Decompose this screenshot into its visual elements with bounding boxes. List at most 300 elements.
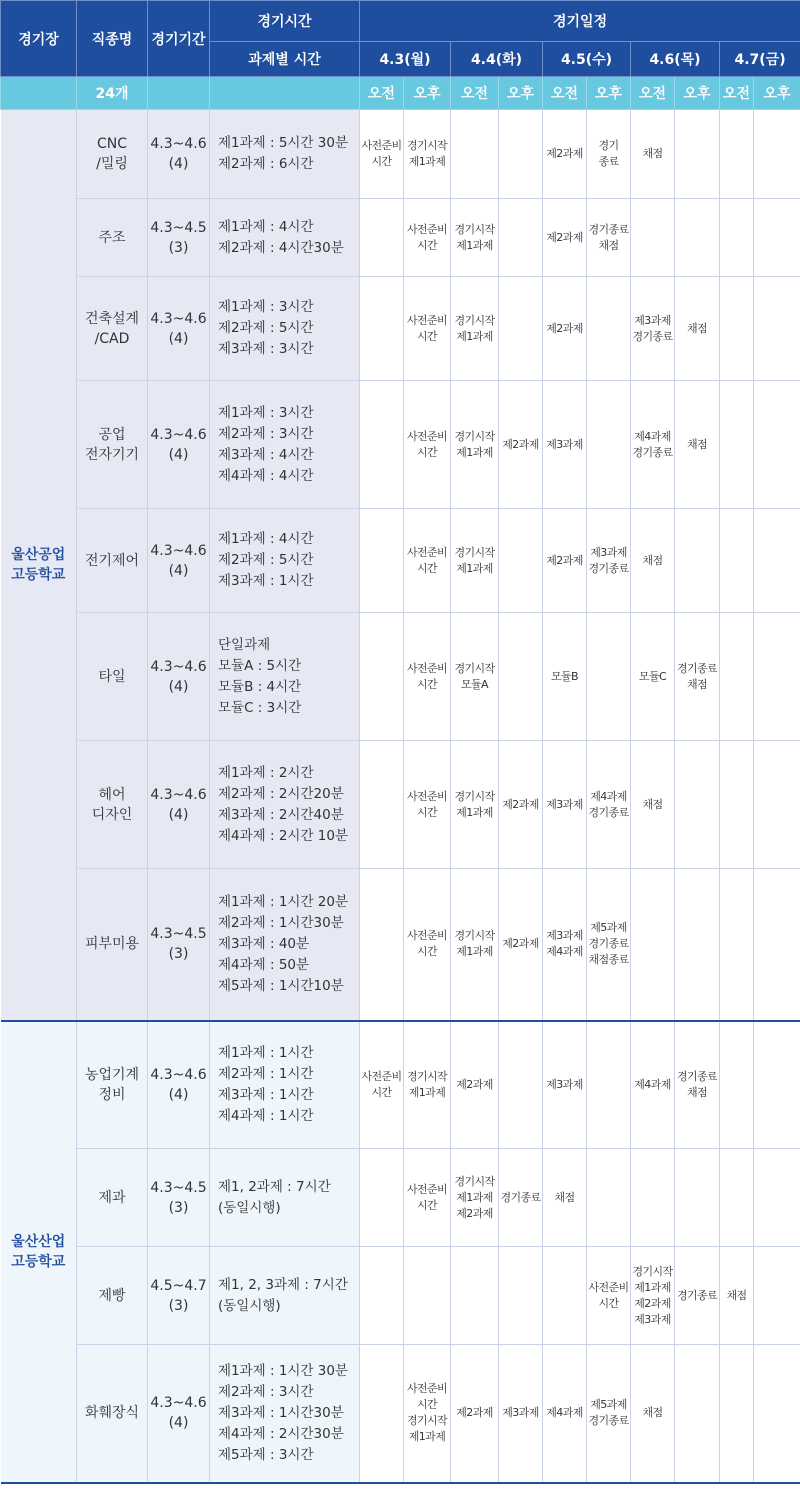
schedule-cell [720, 509, 754, 613]
schedule-cell [499, 1021, 543, 1149]
job-name-line: 헤어 [98, 786, 126, 803]
schedule-cell [543, 110, 587, 199]
venue-cell [1, 1021, 77, 1483]
period-cell-line: (4) [168, 806, 189, 823]
schedule-line: 채점 [642, 147, 663, 160]
schedule-line: 시간 [416, 445, 438, 459]
schedule-line: 채점 [642, 797, 663, 811]
schedule-line: 제4과제 [546, 945, 583, 959]
schedule-line: 제3과제 [634, 1312, 671, 1326]
period-cell [148, 869, 210, 1021]
schedule-cell [451, 381, 499, 509]
job-name [77, 199, 148, 277]
header-period: 경기기간 [148, 1, 210, 77]
task-time-cell-line: 제3과제 : 4시간 [218, 446, 314, 463]
header-day-3: 4.5(수) [543, 42, 631, 77]
task-time-cell-line: 제3과제 : 1시간 [218, 1086, 314, 1103]
am-label: 오전 [451, 77, 499, 110]
schedule-line: 종료 [598, 155, 619, 168]
table-row [1, 1247, 800, 1345]
task-time-cell-line: 제1, 2, 3과제 : 7시간 [218, 1276, 348, 1293]
table-row [1, 741, 800, 869]
schedule-cell [587, 381, 631, 509]
schedule-line: 제1과제 [408, 1085, 446, 1099]
task-time-cell-line: (동일시행) [218, 1297, 281, 1314]
schedule-cell [631, 277, 675, 381]
schedule-line: 제4과제 [546, 1406, 583, 1420]
schedule-line: 사전준비 [406, 1182, 448, 1196]
schedule-cell [360, 199, 404, 277]
task-time-cell-line: 제2과제 : 3시간 [218, 1383, 314, 1400]
header-time: 경기시간 [210, 1, 360, 42]
job-name [77, 509, 148, 613]
schedule-line: 모듈B [551, 669, 578, 683]
schedule-line: 채점 [726, 1288, 747, 1302]
schedule-line: 제3과제 [546, 1077, 583, 1091]
table-row [1, 509, 800, 613]
period-cell [148, 381, 210, 509]
task-time-cell-line: 제2과제 : 1시간30분 [218, 914, 344, 931]
schedule-line: 제2과제 [546, 230, 583, 244]
schedule-line: 모듈C [638, 669, 667, 683]
task-time-cell-line: 제4과제 : 4시간 [218, 467, 314, 484]
schedule-cell [404, 199, 451, 277]
schedule-cell [720, 110, 754, 199]
schedule-cell [543, 381, 587, 509]
job-name-line: 디자인 [91, 806, 133, 823]
schedule-line: 제2과제 [546, 321, 583, 335]
task-time-cell-line: 제4과제 : 1시간 [218, 1107, 314, 1124]
header-day-2: 4.4(화) [451, 42, 543, 77]
schedule-cell [499, 1247, 543, 1345]
schedule-line: 경기 [598, 139, 619, 152]
period-cell-line: 4.3~4.5 [150, 1179, 207, 1196]
table-row [1, 1345, 800, 1483]
schedule-cell [587, 1345, 631, 1483]
schedule-cell [404, 509, 451, 613]
schedule-cell [499, 1345, 543, 1483]
header-task-time: 과제별 시간 [210, 42, 360, 77]
schedule-cell [499, 1149, 543, 1247]
schedule-line: 제1과제 [456, 238, 493, 252]
period-cell-line: (3) [168, 1199, 189, 1216]
task-time-cell-line: 제2과제 : 2시간20분 [218, 785, 344, 802]
job-name-line: /밀링 [96, 156, 128, 172]
pm-label: 오후 [587, 77, 631, 110]
schedule-line: 시간 [416, 805, 438, 819]
schedule-cell [631, 1247, 675, 1345]
table-row [1, 381, 800, 509]
schedule-cell [587, 741, 631, 869]
schedule-cell [451, 277, 499, 381]
schedule-cell [499, 381, 543, 509]
schedule-cell [587, 869, 631, 1021]
schedule-line: 제2과제 [546, 553, 583, 567]
task-time-cell [210, 1345, 360, 1483]
schedule-line: 모듈A [461, 677, 488, 691]
task-time-cell-line: 제1과제 : 1시간 30분 [218, 1362, 349, 1379]
schedule-cell [404, 1345, 451, 1483]
schedule-line: 경기시작 [454, 429, 495, 443]
task-time-cell-line: 제1과제 : 1시간 [218, 1044, 314, 1061]
schedule-line: 시간 [416, 1198, 438, 1212]
schedule-line: 사전준비 [406, 313, 448, 327]
job-name [77, 1021, 148, 1149]
schedule-cell [631, 1345, 675, 1483]
task-time-cell-line: 제4과제 : 50분 [218, 956, 310, 973]
am-label: 오전 [543, 77, 587, 110]
table-row [1, 199, 800, 277]
period-cell-line: 4.5~4.7 [150, 1277, 207, 1294]
task-time-cell-line: 제1과제 : 4시간 [218, 531, 314, 547]
schedule-line: 채점 [686, 321, 708, 335]
header-venue: 경기장 [1, 1, 77, 77]
period-cell-line: 4.3~4.6 [150, 658, 207, 675]
schedule-line: 제2과제 [546, 147, 583, 160]
job-name-line: 제과 [98, 1189, 126, 1206]
period-cell [148, 1247, 210, 1345]
schedule-cell [499, 613, 543, 741]
period-cell-line: 4.3~4.5 [150, 219, 207, 236]
task-time-cell-line: 제1과제 : 4시간 [218, 218, 314, 235]
period-cell-line: (4) [168, 446, 189, 463]
schedule-cell [543, 1021, 587, 1149]
schedule-line: 채점 [598, 238, 619, 252]
schedule-cell [631, 741, 675, 869]
task-time-cell-line: 제5과제 : 1시간10분 [218, 977, 344, 994]
job-name-line: 정비 [98, 1086, 126, 1103]
schedule-cell [404, 110, 451, 199]
job-name-line: 건축설계 [84, 310, 140, 327]
period-cell-line: (3) [168, 946, 189, 963]
schedule-cell [543, 1149, 587, 1247]
schedule-line: 제1과제 [456, 445, 493, 459]
schedule-cell [451, 509, 499, 613]
pm-label: 오후 [404, 77, 451, 110]
schedule-cell [754, 509, 800, 613]
schedule-line: 시간 [416, 238, 438, 252]
schedule-cell [754, 199, 800, 277]
schedule-cell [543, 1345, 587, 1483]
table-row [1, 110, 800, 199]
job-name [77, 277, 148, 381]
job-name-line: 전자기기 [84, 446, 140, 463]
schedule-cell [720, 741, 754, 869]
task-time-cell [210, 1149, 360, 1247]
schedule-line: 경기종료 [676, 1069, 718, 1083]
table-row [1, 613, 800, 741]
schedule-cell [360, 869, 404, 1021]
subheader-blank [210, 77, 360, 110]
schedule-line: 경기종료 [500, 1190, 541, 1204]
schedule-line: 사전준비 [406, 429, 448, 443]
schedule-line: 경기시작 [454, 1174, 495, 1188]
task-time-cell-line: 제3과제 : 3시간 [218, 341, 314, 357]
period-cell-line: (3) [168, 1297, 189, 1314]
period-cell [148, 741, 210, 869]
schedule-cell [754, 381, 800, 509]
schedule-cell [675, 199, 720, 277]
table-row [1, 277, 800, 381]
period-cell-line: (4) [168, 1415, 189, 1432]
schedule-cell [631, 613, 675, 741]
schedule-cell [720, 1149, 754, 1247]
schedule-line: 제3과제 [546, 797, 583, 811]
schedule-cell [360, 741, 404, 869]
task-time-cell-line: 모듈A : 5시간 [218, 657, 302, 674]
schedule-line: 제2과제 [502, 797, 539, 811]
schedule-line: 경기시작 [454, 661, 495, 675]
schedule-line: 제4과제 [590, 789, 627, 803]
schedule-cell [543, 277, 587, 381]
period-cell [148, 1021, 210, 1149]
schedule-cell [451, 1149, 499, 1247]
schedule-cell [404, 1149, 451, 1247]
schedule-cell [754, 277, 800, 381]
period-cell-line: (4) [168, 330, 189, 347]
pm-label: 오후 [675, 77, 720, 110]
task-time-cell [210, 1247, 360, 1345]
job-name-line: 피부미용 [84, 936, 140, 953]
schedule-line: 시간 [416, 329, 438, 343]
task-time-cell-line: 제5과제 : 3시간 [218, 1446, 314, 1463]
schedule-line: 제2과제 [502, 437, 539, 451]
table-row [1, 1021, 800, 1149]
schedule-line: 제3과제 [546, 437, 583, 451]
header-job: 직종명 [77, 1, 148, 77]
schedule-cell [543, 1247, 587, 1345]
task-time-cell-line: 제2과제 : 4시간30분 [218, 239, 344, 256]
schedule-line: 제5과제 [590, 1398, 627, 1412]
schedule-line: 경기시작 [454, 929, 495, 943]
schedule-cell [360, 277, 404, 381]
schedule-cell [754, 869, 800, 1021]
job-name [77, 1149, 148, 1247]
schedule-cell [404, 741, 451, 869]
table-row [1, 869, 800, 1021]
schedule-cell [404, 869, 451, 1021]
schedule-cell [360, 613, 404, 741]
task-time-cell-line: 제1과제 : 1시간 20분 [218, 893, 349, 910]
schedule-cell [360, 1021, 404, 1149]
schedule-line: 제1과제 [456, 945, 493, 959]
header-day-4: 4.6(목) [631, 42, 720, 77]
period-cell-line: 4.3~4.6 [150, 426, 207, 443]
schedule-cell [360, 509, 404, 613]
schedule-cell [720, 277, 754, 381]
period-cell-line: (4) [168, 1086, 189, 1103]
schedule-cell [451, 741, 499, 869]
schedule-line: 경기시작 [454, 222, 495, 236]
schedule-line: 경기시작 [454, 789, 495, 803]
job-name [77, 110, 148, 199]
schedule-cell [675, 613, 720, 741]
task-time-cell-line: 제2과제 : 3시간 [218, 425, 314, 442]
schedule-line: 사전준비 [406, 661, 448, 675]
schedule-line: 사전준비 [406, 1382, 448, 1396]
period-cell-line: (4) [168, 156, 189, 172]
schedule-line: 경기시작 [632, 1264, 673, 1278]
task-time-cell-line: 모듈C : 3시간 [218, 699, 302, 716]
schedule-cell [587, 1247, 631, 1345]
schedule-line: 사전준비 [361, 1069, 402, 1083]
schedule-cell [754, 110, 800, 199]
schedule-cell [587, 1149, 631, 1247]
schedule-cell [675, 1149, 720, 1247]
am-label: 오전 [360, 77, 404, 110]
schedule-cell [587, 1021, 631, 1149]
schedule-line: 경기시작 [406, 139, 448, 152]
schedule-line: 제3과제 [590, 545, 627, 559]
schedule-cell [675, 741, 720, 869]
job-name [77, 1345, 148, 1483]
job-name [77, 1247, 148, 1345]
schedule-line: 시간 [416, 945, 438, 959]
schedule-cell [404, 381, 451, 509]
schedule-line: 경기종료 [588, 222, 629, 236]
task-time-cell-line: 제3과제 : 40분 [218, 935, 310, 952]
schedule-cell [499, 741, 543, 869]
period-cell [148, 509, 210, 613]
period-cell-line: (4) [168, 678, 189, 695]
schedule-cell [720, 613, 754, 741]
job-name-line: 화훼장식 [84, 1405, 140, 1422]
schedule-cell [499, 110, 543, 199]
job-name-line: 전기제어 [84, 552, 140, 569]
schedule-line: 제1과제 [408, 1430, 446, 1444]
task-time-cell [210, 1021, 360, 1149]
task-time-cell [210, 869, 360, 1021]
task-time-cell-line: 제1과제 : 3시간 [218, 299, 314, 315]
period-cell [148, 1345, 210, 1483]
pm-label: 오후 [754, 77, 800, 110]
schedule-line: 사전준비 [588, 1280, 629, 1294]
schedule-cell [675, 277, 720, 381]
schedule-cell [587, 277, 631, 381]
schedule-cell [404, 613, 451, 741]
task-time-cell-line: 제1과제 : 2시간 [218, 764, 314, 781]
period-cell-line: 4.3~4.6 [150, 1066, 207, 1083]
schedule-line: 제2과제 [502, 937, 539, 951]
task-time-cell-line: 모듈B : 4시간 [218, 678, 302, 695]
period-cell-line: 4.3~4.6 [150, 310, 207, 327]
schedule-line: 경기종료 [588, 937, 629, 951]
venue-cell [1, 110, 77, 1021]
schedule-cell [631, 1021, 675, 1149]
period-cell [148, 613, 210, 741]
schedule-cell [587, 199, 631, 277]
job-name [77, 869, 148, 1021]
schedule-line: 제1과제 [408, 155, 446, 168]
task-time-cell-line: 제2과제 : 5시간 [218, 552, 314, 568]
task-time-cell-line: 단일과제 [218, 636, 271, 653]
task-time-cell [210, 110, 360, 199]
schedule-cell [543, 869, 587, 1021]
schedule-line: 제2과제 [634, 1296, 671, 1310]
task-time-cell-line: 제1과제 : 5시간 30분 [218, 135, 349, 151]
schedule-cell [360, 110, 404, 199]
task-time-cell [210, 509, 360, 613]
schedule-cell [675, 110, 720, 199]
schedule-line: 채점 [642, 1406, 663, 1420]
schedule-line: 경기종료 [588, 561, 629, 575]
schedule-cell [451, 1021, 499, 1149]
schedule-cell [720, 1247, 754, 1345]
schedule-line: 제3과제 [546, 929, 583, 943]
am-label: 오전 [720, 77, 754, 110]
period-cell-line: 4.3~4.6 [150, 542, 207, 559]
period-cell-line: 4.3~4.5 [150, 926, 207, 943]
schedule-cell [543, 741, 587, 869]
schedule-line: 채점 [686, 677, 708, 691]
schedule-cell [451, 613, 499, 741]
schedule-cell [675, 1247, 720, 1345]
task-time-cell-line: 제3과제 : 2시간40분 [218, 806, 344, 823]
schedule-cell [404, 1247, 451, 1345]
schedule-line: 제2과제 [456, 1406, 493, 1420]
job-name [77, 741, 148, 869]
schedule-line: 경기시작 [454, 545, 495, 559]
task-time-cell-line: 제4과제 : 2시간 10분 [218, 827, 349, 844]
schedule-cell [754, 1021, 800, 1149]
job-name-line: 제빵 [98, 1287, 126, 1304]
schedule-line: 시간 [416, 1398, 438, 1412]
schedule-line: 경기시작 [406, 1069, 448, 1083]
schedule-line: 채점종료 [588, 953, 629, 967]
task-time-cell-line: 제2과제 : 5시간 [218, 320, 314, 336]
schedule-line: 경기시작 [454, 313, 495, 327]
schedule-cell [631, 110, 675, 199]
pm-label: 오후 [499, 77, 543, 110]
period-cell-line: 4.3~4.6 [150, 786, 207, 803]
schedule-line: 경기종료 [588, 1414, 629, 1428]
task-time-cell-line: 제3과제 : 1시간30분 [218, 1404, 344, 1421]
schedule-cell [675, 1021, 720, 1149]
period-cell [148, 110, 210, 199]
task-time-cell [210, 381, 360, 509]
schedule-cell [675, 509, 720, 613]
schedule-line: 시간 [371, 1085, 392, 1099]
job-name-line: /CAD [94, 330, 130, 347]
schedule-cell [360, 381, 404, 509]
schedule-line: 사전준비 [406, 789, 448, 803]
job-name-line: 타일 [98, 668, 126, 685]
schedule-cell [543, 509, 587, 613]
period-cell-line: (4) [168, 562, 189, 579]
schedule-cell [631, 509, 675, 613]
task-time-cell-line: (동일시행) [218, 1199, 281, 1216]
schedule-line: 제3과제 [634, 313, 671, 327]
schedule-cell [404, 277, 451, 381]
schedule-cell [360, 1247, 404, 1345]
schedule-cell [720, 199, 754, 277]
schedule-line: 경기종료 [588, 805, 629, 819]
schedule-line: 채점 [554, 1190, 575, 1204]
schedule-cell [499, 869, 543, 1021]
period-cell [148, 199, 210, 277]
schedule-line: 사전준비 [406, 222, 448, 236]
schedule-line: 시간 [416, 561, 438, 575]
schedule-line: 채점 [642, 553, 663, 567]
schedule-cell [543, 613, 587, 741]
schedule-cell [631, 1149, 675, 1247]
schedule-line: 제5과제 [590, 921, 627, 935]
job-name-line: 농업기계 [84, 1066, 140, 1083]
schedule-line: 채점 [686, 1085, 708, 1099]
schedule-cell [720, 869, 754, 1021]
period-cell-line: (3) [168, 239, 189, 256]
task-time-cell [210, 741, 360, 869]
